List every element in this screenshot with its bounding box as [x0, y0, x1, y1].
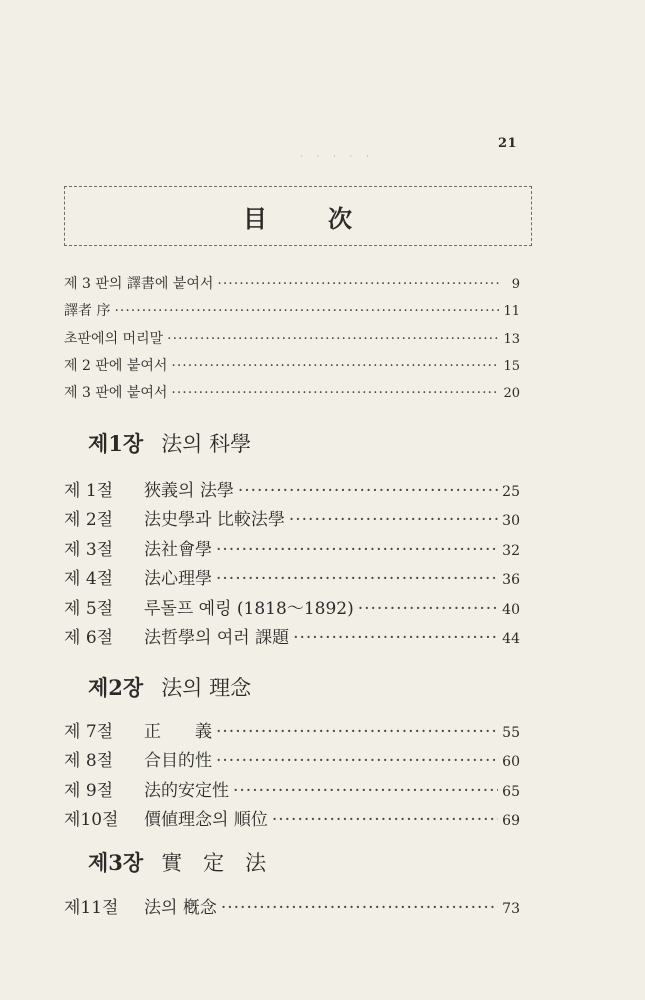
section-title: 價値理念의 順位 — [144, 810, 268, 830]
dot-leader — [216, 751, 498, 771]
section-page: 44 — [502, 631, 520, 647]
section-title: 法史學과 比較法學 — [144, 510, 285, 530]
section-number: 제 9절 — [64, 781, 114, 801]
chapter-number: 제2장 — [88, 675, 144, 700]
toc-title-box — [64, 186, 532, 246]
section-title: 法心理學 — [144, 569, 212, 589]
toc-section[interactable] — [64, 805, 520, 830]
chapter-title: 法의 理念 — [161, 676, 252, 700]
dot-leader — [293, 628, 498, 648]
dot-leader — [289, 510, 498, 530]
toc-entry[interactable] — [64, 300, 520, 320]
section-page: 55 — [502, 725, 520, 741]
section-number: 제 8절 — [64, 751, 114, 771]
toc-section[interactable] — [64, 594, 520, 619]
entry-page: 20 — [503, 386, 520, 401]
section-number: 제 7절 — [64, 722, 114, 742]
section-title: 法의 槪念 — [144, 898, 217, 918]
entry-page: 13 — [503, 332, 520, 347]
section-page: 40 — [502, 602, 520, 618]
entry-page: 15 — [503, 359, 520, 374]
section-number: 제10절 — [64, 810, 119, 830]
toc-entry[interactable] — [64, 355, 520, 375]
chapter-title: 法의 科學 — [161, 432, 252, 456]
decorative-dots: ····· — [300, 152, 383, 161]
section-number: 제 5절 — [64, 599, 114, 619]
dot-leader — [238, 481, 498, 501]
toc-section[interactable] — [64, 476, 520, 501]
toc-section[interactable] — [64, 746, 520, 771]
toc-entry[interactable] — [64, 328, 520, 348]
dot-leader — [216, 722, 498, 742]
section-title: 狹義의 法學 — [144, 481, 234, 501]
section-page: 36 — [502, 572, 520, 588]
entry-label: 제 2 판에 붙여서 — [64, 358, 168, 374]
toc-entry[interactable] — [64, 382, 520, 402]
entry-label: 초판에의 머리말 — [64, 331, 164, 347]
dot-leader — [171, 358, 499, 374]
section-page: 65 — [502, 784, 520, 800]
toc-section[interactable] — [64, 717, 520, 742]
chapter-heading[interactable] — [88, 672, 251, 702]
toc-section[interactable] — [64, 776, 520, 801]
dot-leader — [221, 898, 498, 918]
section-page: 73 — [502, 901, 520, 917]
dot-leader — [217, 276, 500, 292]
entry-label: 제 3 판의 譯書에 붙여서 — [64, 276, 214, 292]
section-page: 25 — [502, 484, 520, 500]
section-number: 제11절 — [64, 898, 119, 918]
section-title: 正 義 — [144, 722, 212, 742]
toc-entry[interactable] — [64, 273, 520, 293]
toc-section[interactable] — [64, 623, 520, 648]
section-number: 제 6절 — [64, 628, 114, 648]
dot-leader — [171, 385, 499, 401]
section-page: 32 — [502, 543, 520, 559]
dot-leader — [167, 331, 499, 347]
dot-leader — [216, 540, 498, 560]
section-title: 法哲學의 여러 課題 — [144, 628, 290, 648]
toc-title-left: 目 — [243, 203, 268, 233]
section-page: 69 — [502, 813, 520, 829]
entry-label: 제 3 판에 붙여서 — [64, 385, 168, 401]
section-number: 제 1절 — [64, 481, 114, 501]
section-title: 法的安定性 — [144, 781, 229, 801]
entry-page: 11 — [503, 304, 520, 319]
page-number: 21 — [498, 136, 518, 151]
dot-leader — [114, 303, 499, 319]
section-number: 제 2절 — [64, 510, 114, 530]
section-number: 제 3절 — [64, 540, 114, 560]
toc-section[interactable] — [64, 505, 520, 530]
chapter-number: 제1장 — [88, 431, 144, 456]
chapter-number: 제3장 — [88, 850, 144, 875]
dot-leader — [216, 569, 498, 589]
toc-section[interactable] — [64, 535, 520, 560]
toc-section[interactable] — [64, 893, 520, 918]
toc-section[interactable] — [64, 564, 520, 589]
section-page: 60 — [502, 754, 520, 770]
entry-label: 譯者 序 — [64, 303, 111, 319]
entry-page: 9 — [511, 277, 520, 292]
dot-leader — [358, 599, 498, 619]
section-number: 제 4절 — [64, 569, 114, 589]
chapter-title: 實 定 法 — [161, 851, 267, 875]
chapter-heading[interactable] — [88, 428, 251, 458]
toc-title-right: 次 — [328, 203, 353, 233]
chapter-heading[interactable] — [88, 847, 266, 877]
dot-leader — [272, 810, 498, 830]
section-page: 30 — [502, 513, 520, 529]
section-title: 法社會學 — [144, 540, 212, 560]
section-title: 合目的性 — [144, 751, 212, 771]
dot-leader — [233, 781, 498, 801]
section-title: 루돌프 예링 (1818～1892) — [144, 599, 354, 619]
